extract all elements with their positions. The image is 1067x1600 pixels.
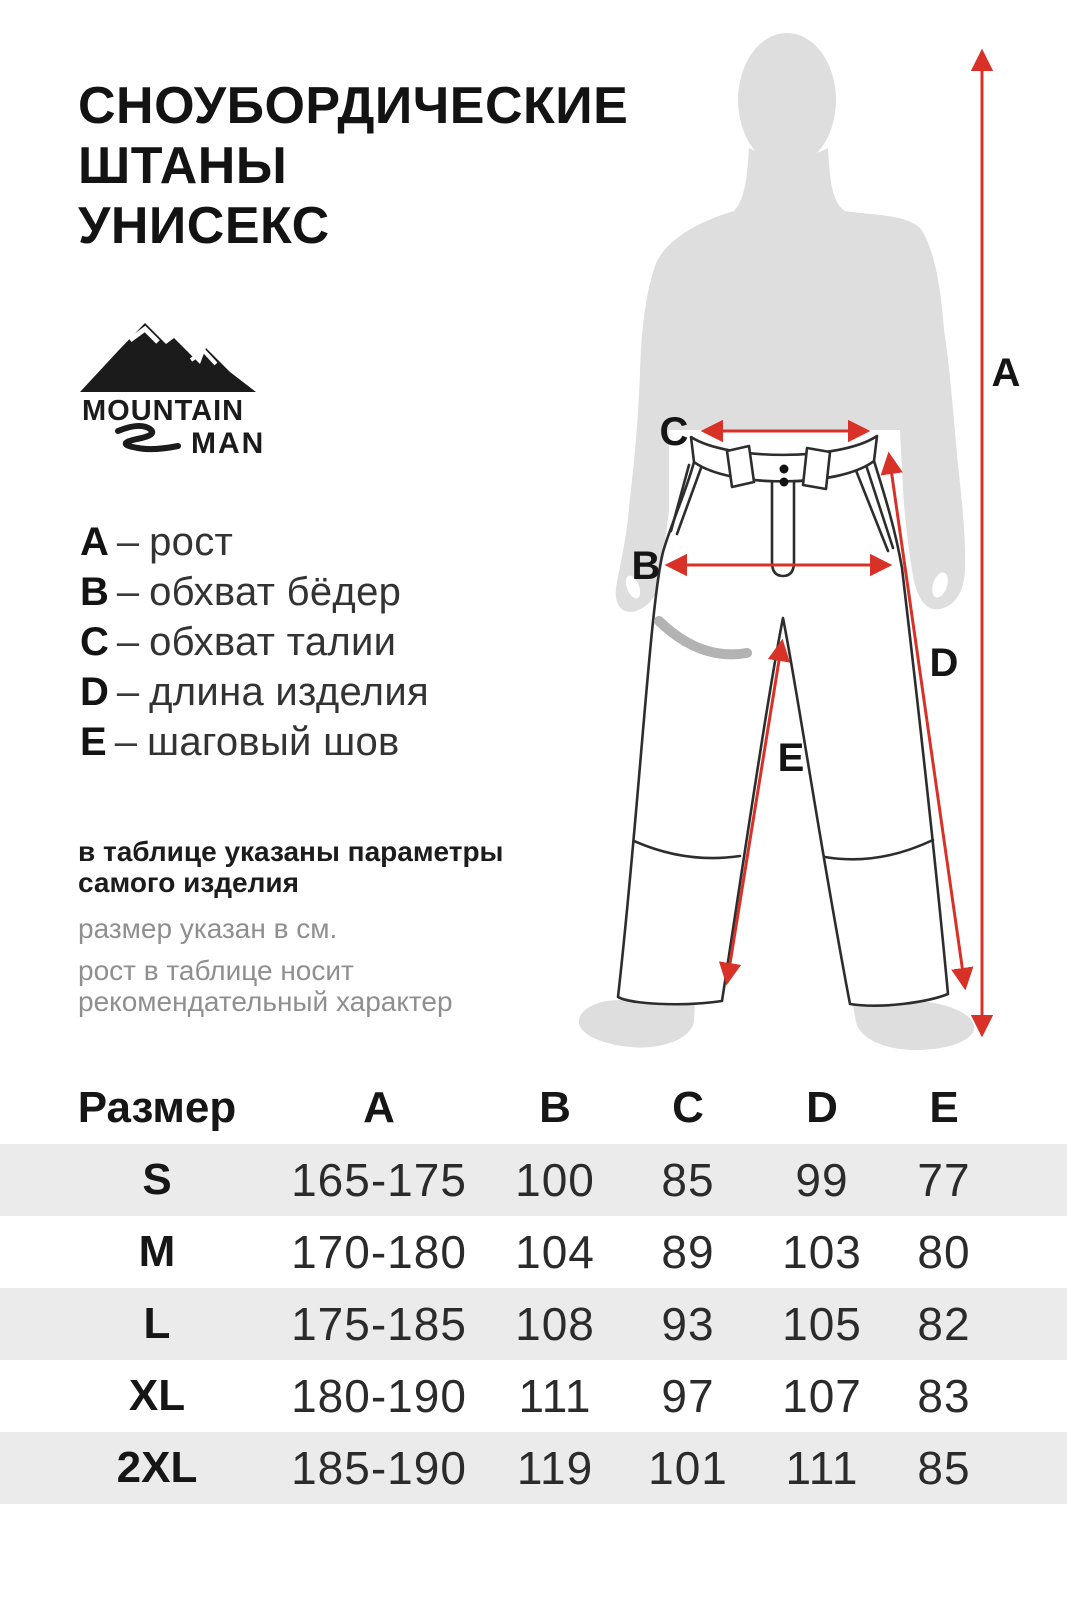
table-row-2xl <box>0 1432 1067 1504</box>
legend-letter: B <box>80 570 109 614</box>
value-d: 107 <box>782 1370 862 1422</box>
legend-item-e <box>80 720 429 770</box>
measurement-legend <box>80 520 429 770</box>
silhouette-left-foot <box>579 1000 695 1048</box>
legend-letter: C <box>80 620 109 664</box>
value-a: 165-175 <box>291 1154 467 1206</box>
table-header-row <box>0 1072 1067 1144</box>
legend-label: длина изделия <box>149 670 429 714</box>
value-e: 80 <box>917 1226 971 1278</box>
size-label: XL <box>128 1371 186 1420</box>
mountain-icon <box>80 323 256 392</box>
value-c: 101 <box>648 1442 728 1494</box>
legend-label: обхват талии <box>149 620 397 664</box>
value-d: 99 <box>795 1154 849 1206</box>
legend-item-b <box>80 570 429 620</box>
value-b: 108 <box>515 1298 595 1350</box>
title-line-1: СНОУБОРДИЧЕСКИЕ <box>78 77 629 135</box>
value-e: 83 <box>917 1370 971 1422</box>
value-d: 105 <box>782 1298 862 1350</box>
legend-item-c <box>80 620 429 670</box>
legend-item-d <box>80 670 429 720</box>
title-line-3: УНИСЕКС <box>78 197 330 255</box>
logo-text-man: MAN <box>191 427 266 460</box>
belt-loop-right <box>803 448 830 489</box>
value-b: 100 <box>515 1154 595 1206</box>
legend-letter: A <box>80 520 109 564</box>
silhouette-right-foot <box>852 1000 974 1050</box>
legend-dash: – <box>116 620 140 664</box>
fly-button-top <box>780 465 789 474</box>
legend-dash: – <box>116 570 140 614</box>
legend-label: рост <box>149 520 234 564</box>
note-height-recommendation: рост в таблице носит рекомендательный характер <box>78 955 453 1017</box>
value-a: 175-185 <box>291 1298 467 1350</box>
table-row-l <box>0 1288 1067 1360</box>
column-header-c: C <box>672 1083 704 1132</box>
legend-letter: E <box>80 720 107 764</box>
note-parameters: в таблице указаны параметры самого изделия <box>78 836 504 898</box>
value-c: 89 <box>661 1226 715 1278</box>
size-label: S <box>142 1155 172 1204</box>
value-e: 85 <box>917 1442 971 1494</box>
fly-button-bottom <box>780 478 789 487</box>
size-label: L <box>143 1299 171 1348</box>
title-line-2: ШТАНЫ <box>78 137 288 195</box>
column-header-a: A <box>363 1083 395 1132</box>
mountain-man-logo <box>78 298 298 473</box>
value-c: 85 <box>661 1154 715 1206</box>
value-a: 170-180 <box>291 1226 467 1278</box>
logo-text-mountain: MOUNTAIN <box>82 395 245 427</box>
logo-river-squiggle <box>118 426 178 449</box>
legend-dash: – <box>114 720 137 764</box>
column-header-e: E <box>929 1083 959 1132</box>
column-header-size: Размер <box>77 1083 237 1132</box>
label-e: E <box>777 736 805 780</box>
column-header-b: B <box>539 1083 571 1132</box>
note-units: размер указан в см. <box>78 913 338 944</box>
value-e: 77 <box>917 1154 971 1206</box>
label-d: D <box>929 641 959 685</box>
value-c: 97 <box>661 1370 715 1422</box>
size-label: 2XL <box>116 1443 198 1492</box>
belt-loop-left <box>727 446 754 487</box>
label-b: B <box>631 544 661 588</box>
value-b: 104 <box>515 1226 595 1278</box>
table-row-s <box>0 1144 1067 1216</box>
label-a: A <box>991 351 1021 395</box>
value-b: 111 <box>518 1370 592 1422</box>
value-b: 119 <box>516 1442 594 1494</box>
legend-item-a <box>80 520 429 570</box>
silhouette-head <box>738 33 836 167</box>
value-e: 82 <box>917 1298 971 1350</box>
table-row-xl <box>0 1360 1067 1432</box>
notes-block <box>78 836 558 1017</box>
legend-letter: D <box>80 670 109 714</box>
page-title <box>78 76 628 256</box>
legend-label: шаговый шов <box>146 720 400 764</box>
legend-dash: – <box>116 670 140 714</box>
size-label: M <box>138 1227 176 1276</box>
legend-dash: – <box>116 520 140 564</box>
table-row-m <box>0 1216 1067 1288</box>
label-c: C <box>659 410 689 454</box>
value-a: 185-190 <box>291 1442 467 1494</box>
column-header-d: D <box>806 1083 838 1132</box>
value-c: 93 <box>661 1298 715 1350</box>
legend-label: обхват бёдер <box>149 570 402 614</box>
value-d: 103 <box>782 1226 862 1278</box>
value-a: 180-190 <box>291 1370 467 1422</box>
value-d: 111 <box>785 1442 859 1494</box>
